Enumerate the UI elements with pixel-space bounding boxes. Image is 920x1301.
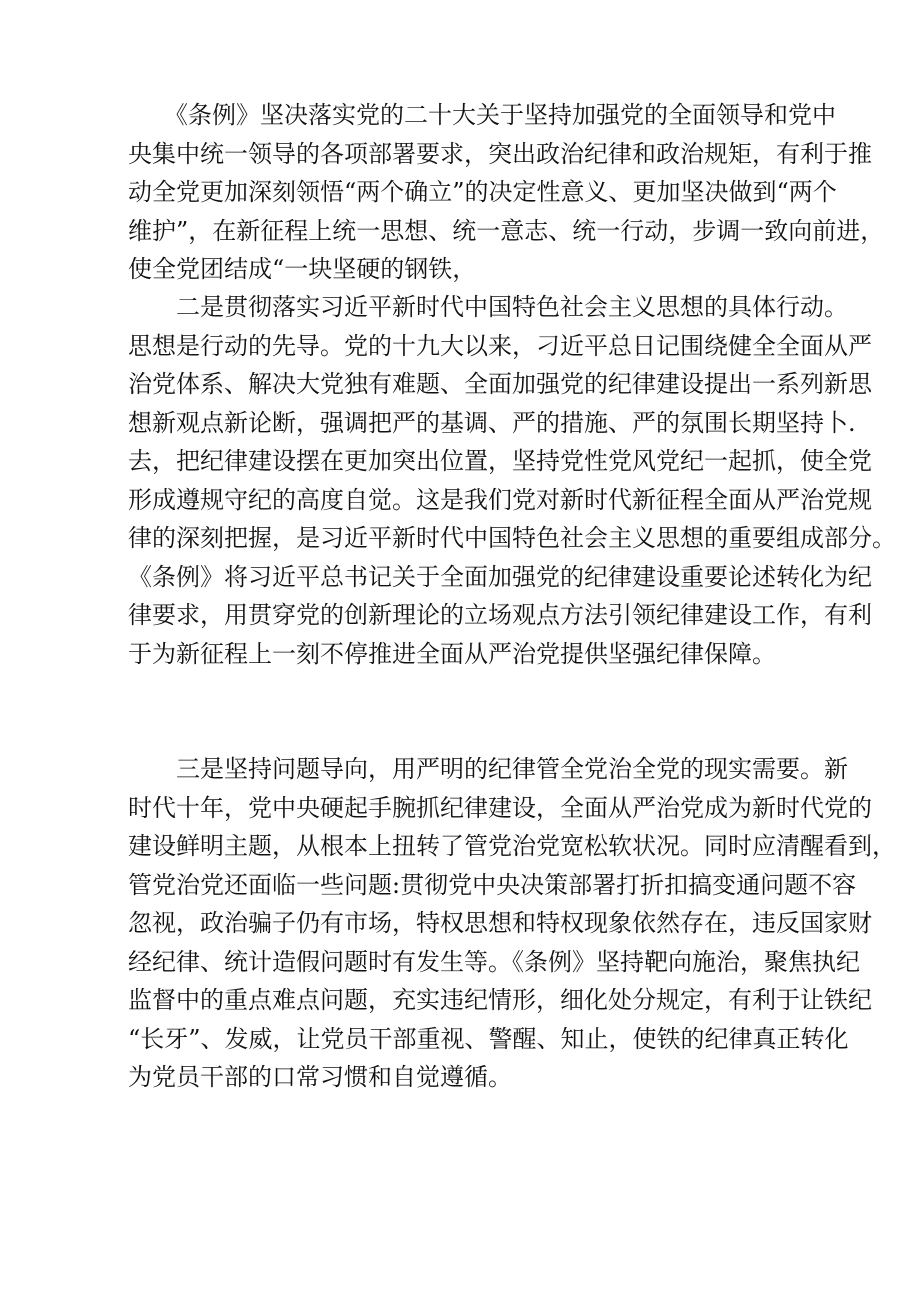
- paragraph-line: 建设鲜明主题，从根本上扭转了管党治党宽松软状况。同时应清醒看到，: [128, 832, 896, 860]
- paragraph-line: 律要求，用贯穿党的创新理论的立场观点方法引领纪律建设工作，有利: [128, 601, 872, 629]
- paragraph-line: 忽视，政治骗子仍有市场，特权思想和特权现象依然存在，违反国家财: [128, 909, 872, 937]
- paragraph-line: 形成遵规守纪的高度自觉。这是我们党对新时代新征程全面从严治党规: [128, 485, 872, 514]
- paragraph-3: [128, 750, 896, 1097]
- paragraph-line: “长牙”、发威，让党员干部重视、警醒、知止，使铁的纪律真正转化: [128, 1024, 849, 1053]
- paragraph-line: 为党员干部的口常习惯和自觉遵循。: [128, 1063, 512, 1091]
- paragraph-line: 二是贯彻落实习近平新时代中国特色社会主义思想的具体行动。: [128, 293, 848, 321]
- paragraph-line: 管党治党还面临一些问题:贯彻党中央决策部署打折扣搞变通问题不容: [128, 870, 857, 899]
- paragraph-line: 律的深刻把握，是习近平新时代中国特色社会主义思想的重要组成部分。: [128, 524, 896, 552]
- paragraph-line: 想新观点新论断，强调把严的基调、严的措施、严的氛围长期坚持卜.: [128, 408, 856, 437]
- paragraph-line: 《条例》坚决落实党的二十大关于坚持加强党的全面领导和党中: [128, 101, 836, 129]
- paragraph-line: 使全党团结成“一块坚硬的钢铁，: [128, 255, 477, 283]
- paragraph-line: 经纪律、统计造假问题时有发生等。《条例》坚持靶向施治，聚焦执纪: [128, 947, 860, 976]
- paragraph-line: 治党体系、解决大党独有难题、全面加强党的纪律建设提出一系列新思: [128, 370, 872, 398]
- paragraph-line: 于为新征程上一刻不停推进全面从严治党提供坚强纪律保障。: [128, 639, 776, 668]
- paragraph-line: 维护”，在新征程上统一思想、统一意志、统一行动，步调一致向前进，: [128, 216, 885, 245]
- paragraph-line: 时代十年，党中央硬起手腕抓纪律建设，全面从严治党成为新时代党的: [128, 793, 872, 822]
- paragraph-1: [128, 96, 885, 289]
- paragraph-line: 《条例》将习近平总书记关于全面加强党的纪律建设重要论述转化为纪: [128, 562, 872, 591]
- paragraph-line: 三是坚持问题导向，用严明的纪律管全党治全党的现实需要。新: [128, 755, 848, 783]
- paragraph-line: 央集中统一领导的各项部署要求，突出政治纪律和政治规矩，有利于推: [128, 139, 872, 168]
- paragraph-line: 思想是行动的先导。党的十九大以来，刁近平总日记围绕健全全面从严: [128, 331, 872, 360]
- paragraph-2: [128, 288, 896, 673]
- paragraph-line: 去，把纪律建设摆在更加突出位置，坚持党性党风党纪一起抓，使全党: [128, 447, 872, 475]
- paragraph-line: 监督中的重点难点问题，充实违纪情形，细化处分规定，有利于让铁纪: [128, 986, 872, 1014]
- paragraph-line: 动全党更加深刻领悟“两个确立”的决定性意义、更加坚决做到“两个: [128, 178, 837, 206]
